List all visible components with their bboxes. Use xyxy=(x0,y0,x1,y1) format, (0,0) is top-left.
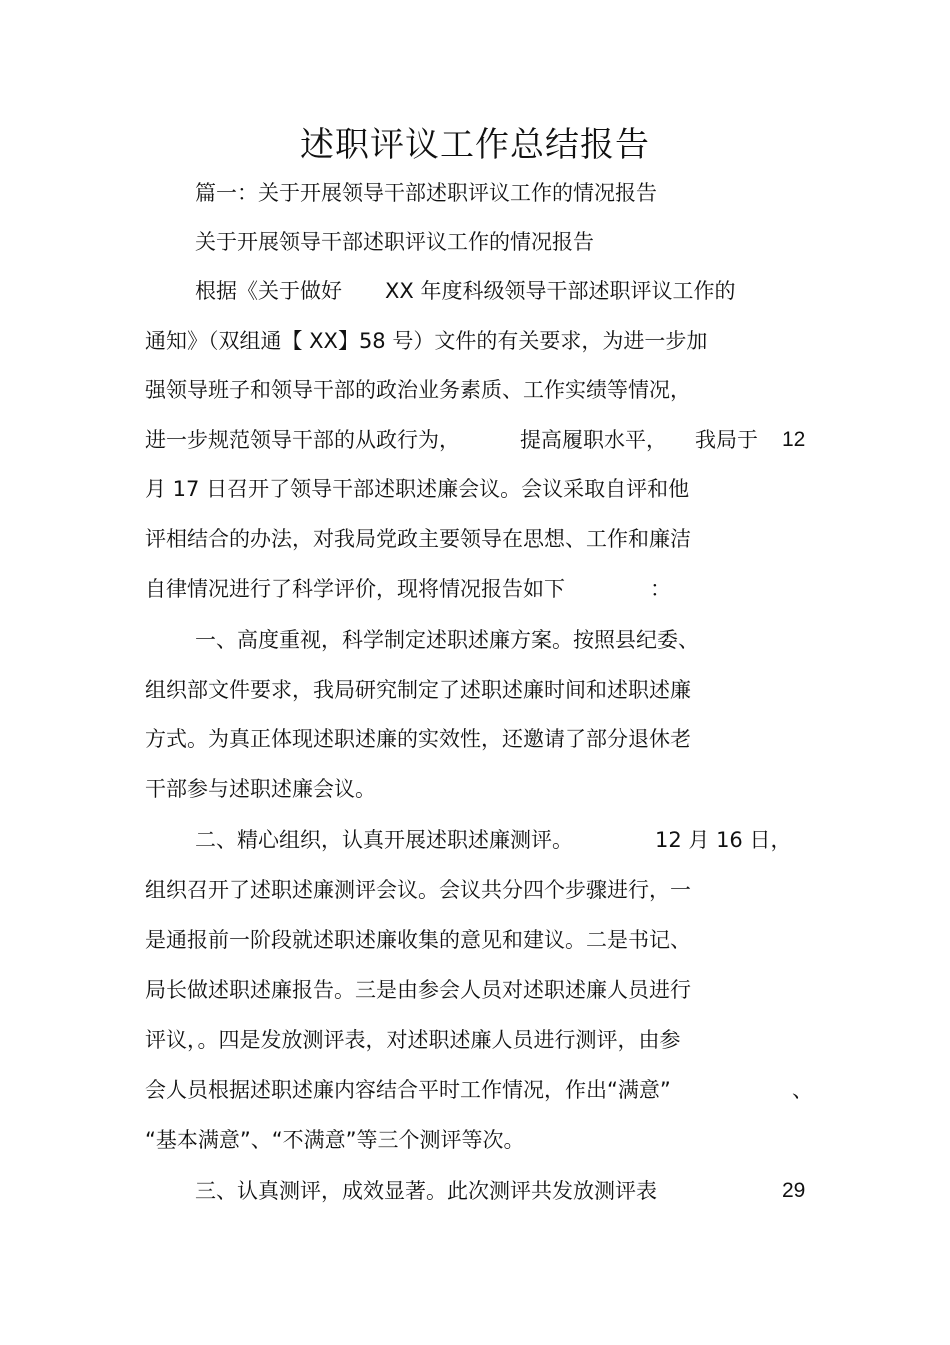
paragraph-line: 评议，。四是发放测评表，对述职述廉人员进行测评，由参 xyxy=(145,1028,681,1052)
paragraph-line: 提高履职水平， xyxy=(520,428,667,452)
paragraph-line: 通知》（双组通【 XX】58 号）文件的有关要求，为进一步加 xyxy=(145,329,708,353)
paragraph-line: 方式。为真正体现述职述廉的实效性，还邀请了部分退休老 xyxy=(145,727,691,751)
section-two-line: 二、精心组织，认真开展述职述廉测评。 xyxy=(195,828,573,852)
paragraph-line: 、 xyxy=(792,1078,813,1102)
paragraph-line: 自律情况进行了科学评价，现将情况报告如下 xyxy=(145,577,565,601)
paragraph-line: ： xyxy=(650,577,671,601)
paragraph-line: “基本满意”、“不满意”等三个测评等次。 xyxy=(145,1128,525,1152)
paragraph-line: XX 年度科级领导干部述职评议工作的 xyxy=(385,279,736,303)
paragraph-line: 12 月 16 日， xyxy=(655,828,792,852)
paragraph-line: 局长做述职述廉报告。三是由参会人员对述职述廉人员进行 xyxy=(145,978,691,1002)
section-three-line: 三、认真测评，成效显著。此次测评共发放测评表 xyxy=(195,1179,657,1203)
paragraph-line: 根据《关于做好 xyxy=(195,279,342,303)
paragraph-line: 进一步规范领导干部的从政行为， xyxy=(145,428,460,452)
paragraph-line: 评相结合的办法，对我局党政主要领导在思想、工作和廉洁 xyxy=(145,527,691,551)
subtitle-line: 篇一：关于开展领导干部述职评议工作的情况报告 xyxy=(195,181,657,205)
document-title: 述职评议工作总结报告 xyxy=(300,125,650,165)
paragraph-number: 29 xyxy=(782,1179,806,1202)
paragraph-line: 我局于 xyxy=(695,428,758,452)
paragraph-line: 是通报前一阶段就述职述廉收集的意见和建议。二是书记、 xyxy=(145,928,691,952)
paragraph-line: 组织部文件要求，我局研究制定了述职述廉时间和述职述廉 xyxy=(145,678,691,702)
section-one-line: 一、高度重视，科学制定述职述廉方案。按照县纪委、 xyxy=(195,628,699,652)
paragraph-line: 干部参与述职述廉会议。 xyxy=(145,777,376,801)
paragraph-line: 月 17 日召开了领导干部述职述廉会议。会议采取自评和他 xyxy=(145,477,690,501)
paragraph-line: 组织召开了述职述廉测评会议。会议共分四个步骤进行，一 xyxy=(145,878,691,902)
report-heading-line: 关于开展领导干部述职评议工作的情况报告 xyxy=(195,230,594,254)
paragraph-line: 会人员根据述职述廉内容结合平时工作情况，作出“满意” xyxy=(145,1078,671,1102)
paragraph-line: 强领导班子和领导干部的政治业务素质、工作实绩等情况， xyxy=(145,378,691,402)
paragraph-number: 12 xyxy=(782,428,806,451)
